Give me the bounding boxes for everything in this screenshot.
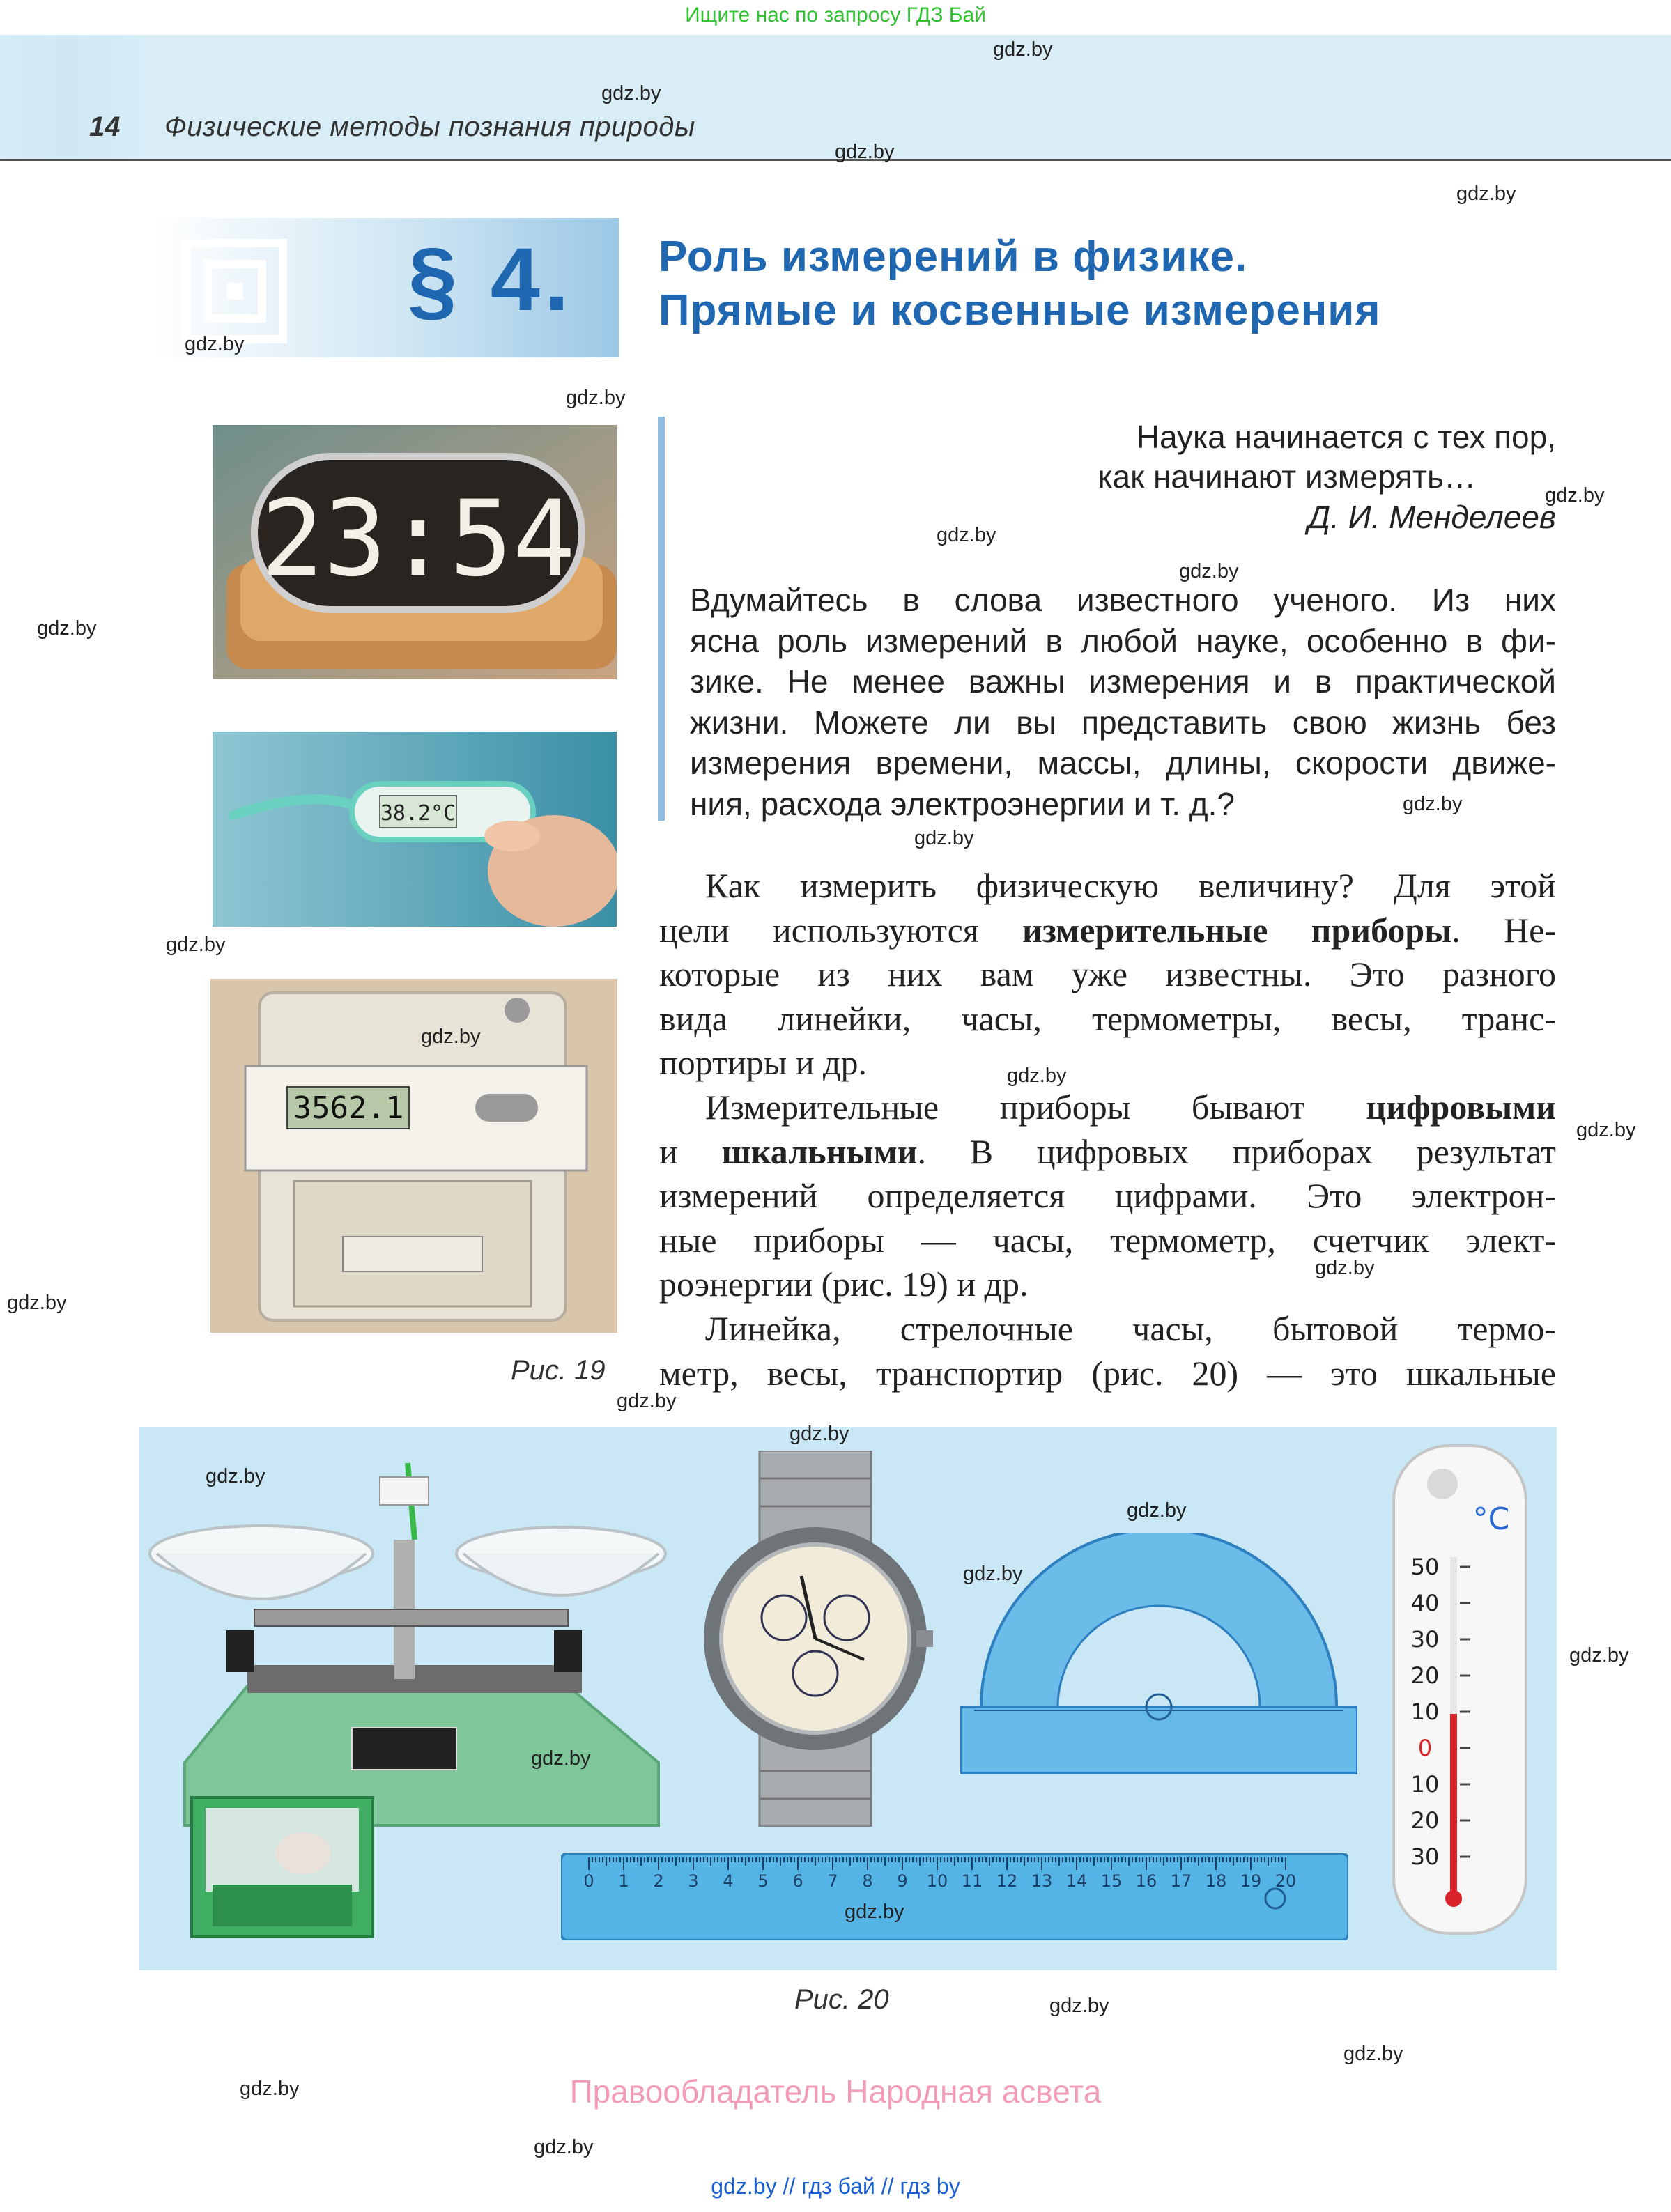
running-title: Физические методы познания природы bbox=[164, 111, 695, 142]
footer-links[interactable]: gdz.by // гдз бай // гдз by bbox=[711, 2174, 960, 2199]
ruler-number: 7 bbox=[827, 1871, 838, 1891]
epigraph-author: Д. И. Менделеев bbox=[1307, 499, 1556, 535]
intro-line: зике. Не менее важны измерения и в практической bbox=[690, 663, 1556, 699]
term-scale: шкальными bbox=[721, 1131, 918, 1171]
section-number: § 4. bbox=[408, 230, 573, 330]
intro-line: ясна роль измерений в любой науке, особенно в фи- bbox=[690, 622, 1556, 659]
thermo-scale-label: 10 bbox=[1410, 1771, 1440, 1797]
ruler-number: 14 bbox=[1065, 1871, 1088, 1891]
watermark: gdz.by bbox=[1456, 183, 1516, 205]
fig20-caption: Рис. 20 bbox=[794, 1984, 889, 2015]
intro-line: Вдумайтесь в слова известного ученого. Из них bbox=[690, 582, 1556, 618]
watermark: gdz.by bbox=[790, 1423, 849, 1445]
ruler-number: 12 bbox=[996, 1871, 1018, 1891]
watermark: gdz.by bbox=[421, 1026, 481, 1048]
watermark: gdz.by bbox=[845, 1901, 904, 1923]
text-line: Линейка, стрелочные часы, бытовой термо- bbox=[705, 1309, 1556, 1348]
section-square-icon bbox=[183, 239, 287, 343]
ruler-number: 3 bbox=[688, 1871, 699, 1891]
ruler-number: 18 bbox=[1205, 1871, 1227, 1891]
intro-paragraph bbox=[690, 580, 1556, 824]
ruler-number: 20 bbox=[1275, 1871, 1297, 1891]
watermark: gdz.by bbox=[166, 934, 226, 956]
watermark: gdz.by bbox=[601, 82, 661, 105]
text-line: метр, весы, транспортир (рис. 20) — это шкальные bbox=[659, 1353, 1556, 1393]
text-line: цели используются измерительные приборы. Не- bbox=[659, 910, 1556, 950]
ruler-photo bbox=[561, 1853, 1348, 1940]
text-line: Измерительные приборы бывают цифровыми bbox=[705, 1088, 1556, 1127]
ruler-number: 17 bbox=[1170, 1871, 1192, 1891]
thermo-scale-label: 10 bbox=[1410, 1699, 1440, 1725]
watermark: gdz.by bbox=[1576, 1119, 1636, 1141]
watermark: gdz.by bbox=[1179, 560, 1239, 582]
watermark: gdz.by bbox=[617, 1390, 677, 1412]
ruler-number: 10 bbox=[926, 1871, 948, 1891]
watermark: gdz.by bbox=[1403, 793, 1463, 815]
thermo-scale-label: 50 bbox=[1410, 1554, 1440, 1580]
watermark: gdz.by bbox=[963, 1563, 1023, 1585]
text-line: ные приборы — часы, термометр, счетчик элект- bbox=[659, 1220, 1556, 1260]
text-line: измерений определяется цифрами. Это электрон- bbox=[659, 1176, 1556, 1215]
text-line: Как измерить физическую величину? Для этой bbox=[705, 866, 1556, 905]
ruler-number: 15 bbox=[1100, 1871, 1123, 1891]
ruler-number: 13 bbox=[1031, 1871, 1053, 1891]
text-line: вида линейки, часы, термометры, весы, транс- bbox=[659, 998, 1556, 1038]
watermark: gdz.by bbox=[1545, 484, 1605, 506]
watermark: gdz.by bbox=[206, 1465, 265, 1487]
epigraph-bar bbox=[658, 417, 665, 821]
body-paragraph-2 bbox=[659, 1085, 1556, 1307]
intro-line: жизни. Можете ли вы представить свою жизнь без bbox=[690, 704, 1556, 741]
watermark: gdz.by bbox=[1007, 1065, 1067, 1087]
wristwatch-photo bbox=[704, 1451, 934, 1827]
intro-line: измерения времени, массы, длины, скорости движе- bbox=[690, 745, 1556, 781]
page-number: 14 bbox=[89, 111, 121, 142]
watermark: gdz.by bbox=[1569, 1644, 1629, 1666]
thermo-scale-label: 30 bbox=[1410, 1843, 1440, 1870]
thermo-scale-label: 40 bbox=[1410, 1590, 1440, 1616]
thermo-unit: °C bbox=[1472, 1501, 1510, 1537]
ruler-number: 19 bbox=[1240, 1871, 1262, 1891]
section-title-line2: Прямые и косвенные измерения bbox=[659, 286, 1381, 334]
watermark: gdz.by bbox=[7, 1292, 67, 1314]
term-digital: цифровыми bbox=[1366, 1088, 1556, 1127]
thermo-scale-label: 20 bbox=[1410, 1662, 1440, 1689]
thermometer-display: 38.2°C bbox=[380, 801, 456, 826]
watermark: gdz.by bbox=[1343, 2043, 1403, 2065]
body-paragraph-3 bbox=[659, 1307, 1556, 1395]
watermark: gdz.by bbox=[534, 2136, 594, 2158]
epigraph-line2: как начинают измерять… bbox=[1098, 458, 1476, 495]
text-line: и шкальными. В цифровых приборах результат bbox=[659, 1131, 1556, 1171]
meter-display: 3562.1 bbox=[293, 1090, 404, 1126]
ruler-number: 11 bbox=[961, 1871, 983, 1891]
watermark: gdz.by bbox=[37, 617, 97, 640]
section-title-line1: Роль измерений в физике. bbox=[659, 233, 1248, 281]
ruler-number: 4 bbox=[723, 1871, 734, 1891]
text-line: портиры и др. bbox=[659, 1043, 867, 1082]
clock-display: 23:54 bbox=[261, 479, 576, 600]
term-measuring-instruments: измерительные приборы bbox=[1022, 910, 1452, 950]
ruler-number: 2 bbox=[653, 1871, 664, 1891]
ruler-number: 9 bbox=[897, 1871, 908, 1891]
watermark: gdz.by bbox=[185, 333, 245, 355]
watermark: gdz.by bbox=[531, 1747, 591, 1770]
thermo-scale-label: 30 bbox=[1410, 1626, 1440, 1653]
intro-line: ния, расхода электроэнергии и т. д.? bbox=[690, 785, 1235, 822]
watermark: gdz.by bbox=[993, 38, 1053, 61]
watermark: gdz.by bbox=[835, 141, 895, 163]
watermark: gdz.by bbox=[1127, 1499, 1187, 1522]
body-paragraph-1 bbox=[659, 864, 1556, 1085]
ruler-number: 0 bbox=[583, 1871, 594, 1891]
watermark: gdz.by bbox=[240, 2078, 300, 2100]
watermark: gdz.by bbox=[1049, 1995, 1109, 2017]
watermark: gdz.by bbox=[566, 387, 626, 409]
watermark: gdz.by bbox=[937, 524, 996, 546]
fig19-caption: Рис. 19 bbox=[511, 1355, 606, 1386]
electricity-meter-photo bbox=[210, 979, 617, 1333]
thermo-scale-label: 20 bbox=[1410, 1807, 1440, 1834]
ruler-number: 8 bbox=[862, 1871, 873, 1891]
ruler-number: 1 bbox=[618, 1871, 629, 1891]
ruler-number: 16 bbox=[1135, 1871, 1157, 1891]
ruler-number: 6 bbox=[792, 1871, 803, 1891]
watermark: gdz.by bbox=[1315, 1257, 1375, 1279]
wall-thermometer-photo bbox=[1387, 1439, 1533, 1940]
text-line: которые из них вам уже известны. Это разного bbox=[659, 954, 1556, 993]
text-line: роэнергии (рис. 19) и др. bbox=[659, 1264, 1029, 1304]
epigraph-line1: Наука начинается с тех пор, bbox=[1136, 419, 1556, 455]
digital-clock-photo bbox=[213, 425, 617, 679]
ruler-number: 5 bbox=[757, 1871, 769, 1891]
digital-thermometer-photo bbox=[213, 732, 617, 927]
copyright-notice: Правообладатель Народная асвета bbox=[569, 2073, 1102, 2110]
watermark: gdz.by bbox=[914, 827, 974, 849]
thermo-scale-label: 0 bbox=[1417, 1735, 1433, 1761]
top-banner[interactable]: Ищите нас по запросу ГДЗ Бай bbox=[685, 3, 986, 26]
